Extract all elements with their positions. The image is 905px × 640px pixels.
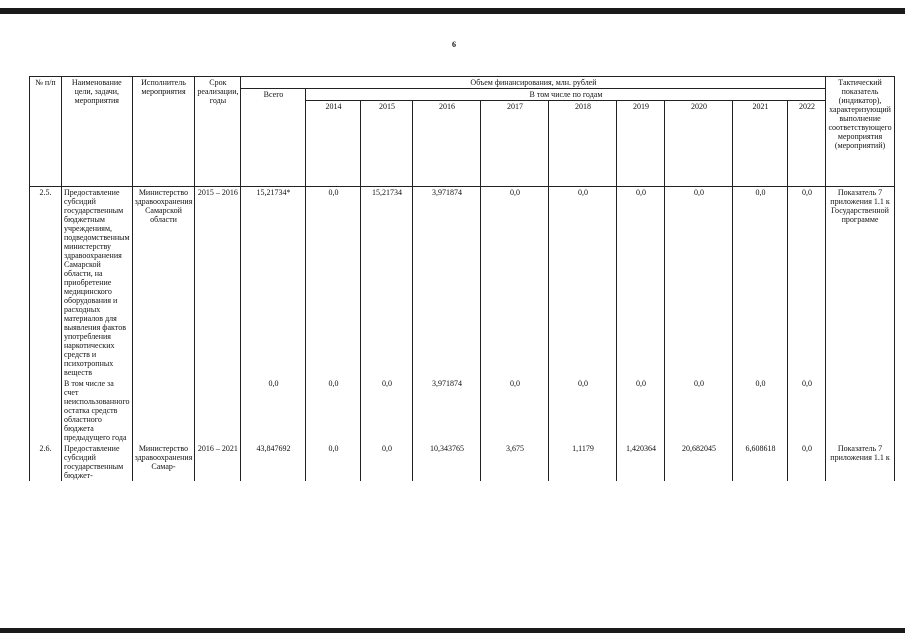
- row-value-2019: 0,0: [617, 378, 665, 443]
- row-value-2015: 0,0: [361, 378, 413, 443]
- row-executor: Министерство здравоохранения Самарской области: [132, 187, 195, 379]
- header-indicator: Тактический показатель (индикатор), характеризующий выполнение соответствующего мероприятия (мероприятий): [826, 77, 894, 187]
- row-name: Предоставление субсидий государственным бюджет-: [62, 443, 133, 481]
- row-value-2017: 3,675: [481, 443, 549, 481]
- row-value-2017: 0,0: [481, 187, 549, 379]
- row-value-2019: 0,0: [617, 187, 665, 379]
- row-total: 0,0: [241, 378, 306, 443]
- row-value-2022: 0,0: [788, 443, 826, 481]
- row-value-2020: 0,0: [665, 187, 733, 379]
- row-value-2017: 0,0: [481, 378, 549, 443]
- row-executor: Министерство здравоохранения Самар-: [132, 443, 195, 481]
- row-executor: [132, 378, 195, 443]
- row-value-2022: 0,0: [788, 187, 826, 379]
- funding-table: [29, 76, 895, 481]
- table-row: [30, 378, 895, 443]
- row-value-2014: 0,0: [306, 187, 361, 379]
- table-row: [30, 443, 895, 481]
- header-year-2019: 2019: [617, 101, 665, 187]
- page-number: 6: [452, 40, 456, 49]
- row-value-2014: 0,0: [306, 378, 361, 443]
- header-year-2016: 2016: [413, 101, 481, 187]
- row-total: 43,847692: [241, 443, 306, 481]
- header-num: № п/п: [30, 77, 62, 187]
- row-value-2018: 0,0: [549, 378, 617, 443]
- header-year-2021: 2021: [733, 101, 788, 187]
- header-year-2015: 2015: [361, 101, 413, 187]
- row-total: 15,21734*: [241, 187, 306, 379]
- row-name: Предоставление субсидий государственным бюджетным учреждениям, подведомственным министерству здравоохранения Самарской области, на приобретение медицинского оборудования и расходных материалов для выявления фактов употребления наркотических средств и психотропных веществ: [62, 187, 133, 379]
- row-term: 2015 – 2016: [195, 187, 241, 379]
- row-value-2016: 10,343765: [413, 443, 481, 481]
- header-year-2017: 2017: [481, 101, 549, 187]
- table-row: [30, 187, 895, 379]
- row-num: 2.5.: [30, 187, 62, 379]
- header-term: Срок реализации, годы: [195, 77, 241, 187]
- row-value-2019: 1,420364: [617, 443, 665, 481]
- row-value-2021: 6,608618: [733, 443, 788, 481]
- row-indicator: [826, 378, 894, 443]
- row-value-2016: 3,971874: [413, 378, 481, 443]
- row-term: [195, 378, 241, 443]
- row-value-2018: 1,1179: [549, 443, 617, 481]
- row-value-2014: 0,0: [306, 443, 361, 481]
- row-value-2016: 3,971874: [413, 187, 481, 379]
- header-year-2014: 2014: [306, 101, 361, 187]
- row-num: [30, 378, 62, 443]
- header-total: Всего: [241, 89, 306, 187]
- row-term: 2016 – 2021: [195, 443, 241, 481]
- header-year-2020: 2020: [665, 101, 733, 187]
- header-executor: Исполнитель мероприятия: [132, 77, 195, 187]
- top-border: [0, 8, 905, 14]
- row-value-2020: 20,682045: [665, 443, 733, 481]
- row-value-2020: 0,0: [665, 378, 733, 443]
- row-value-2021: 0,0: [733, 187, 788, 379]
- bottom-border: [0, 628, 905, 633]
- row-indicator: Показатель 7 приложения 1.1 к: [826, 443, 894, 481]
- header-by-years: В том числе по годам: [306, 89, 826, 101]
- row-value-2022: 0,0: [788, 378, 826, 443]
- row-indicator: Показатель 7 приложения 1.1 к Государственной программе: [826, 187, 894, 379]
- header-name: Наименование цели, задачи, мероприятия: [62, 77, 133, 187]
- header-year-2018: 2018: [549, 101, 617, 187]
- row-value-2021: 0,0: [733, 378, 788, 443]
- row-value-2015: 0,0: [361, 443, 413, 481]
- row-value-2018: 0,0: [549, 187, 617, 379]
- row-value-2015: 15,21734: [361, 187, 413, 379]
- row-num: 2.6.: [30, 443, 62, 481]
- row-name: В том числе за счет неиспользованного остатка средств областного бюджета предыдущего года: [62, 378, 133, 443]
- header-year-2022: 2022: [788, 101, 826, 187]
- header-funding: Объем финансирования, млн. рублей: [241, 77, 826, 89]
